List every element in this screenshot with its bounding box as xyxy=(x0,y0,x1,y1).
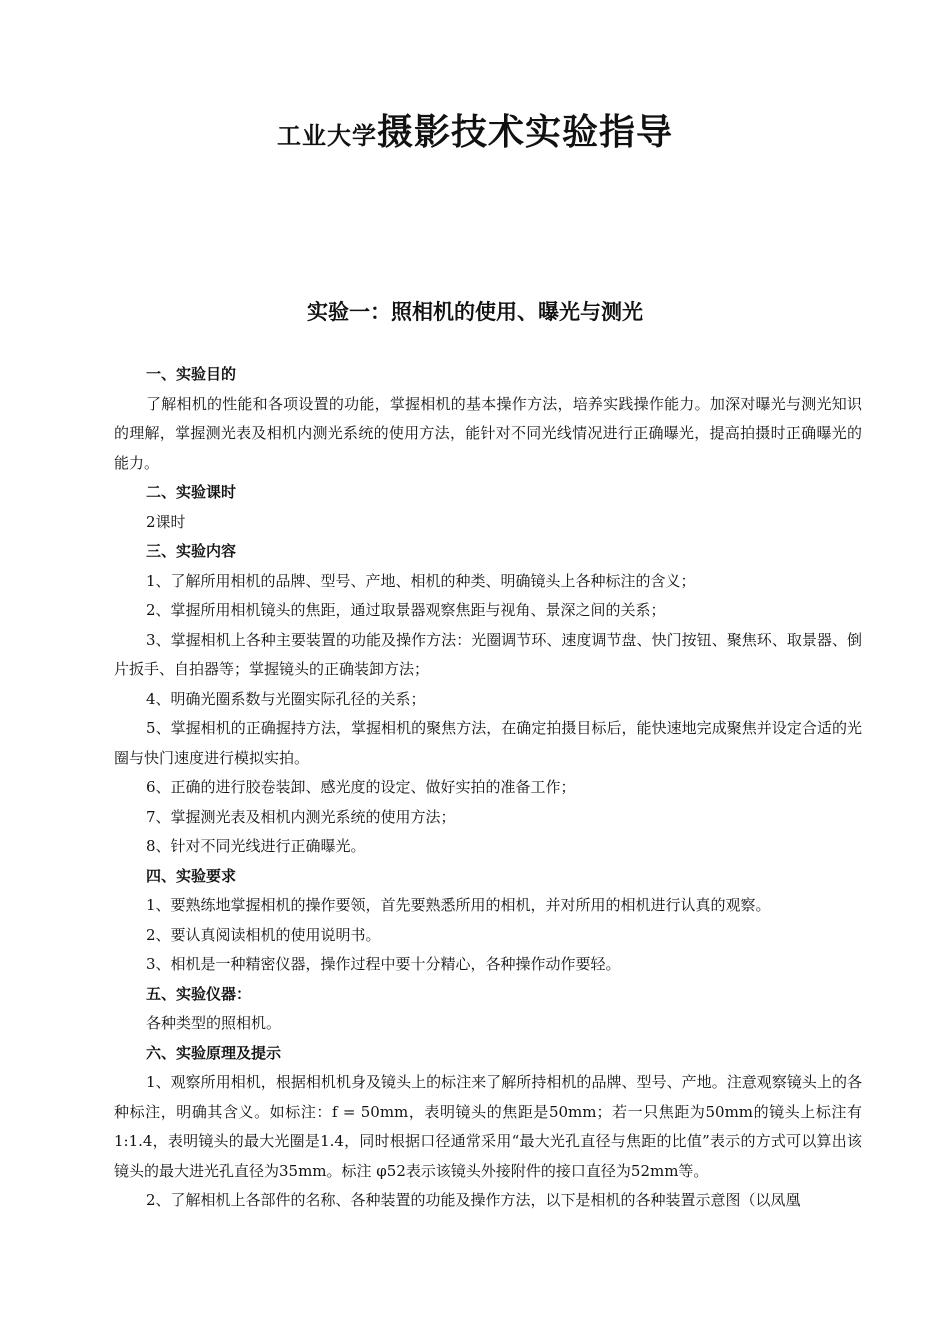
paragraph-purpose: 了解相机的性能和各项设置的功能，掌握相机的基本操作方法，培养实践操作能力。加深对曝光与测光知识的理解，掌握测光表及相机内测光系统的使用方法，能针对不同光线情况进行正确曝光，提高拍摄时正确曝光的能力。 xyxy=(114,394,862,472)
list-item: 3、掌握相机上各种主要装置的功能及操作方法：光圈调节环、速度调节盘、快门按钮、聚焦环、取景器、倒片扳手、自拍器等；掌握镜头的正确装卸方法； xyxy=(114,630,862,678)
list-item: 2、要认真阅读相机的使用说明书。 xyxy=(146,925,381,944)
paragraph-hours: 2课时 xyxy=(146,512,186,531)
section-heading-purpose: 一、实验目的 xyxy=(146,365,237,383)
section-heading-instruments: 五、实验仪器： xyxy=(146,984,252,1003)
section-heading-requirements: 四、实验要求 xyxy=(146,866,237,885)
list-item: 4、明确光圈系数与光圈实际孔径的关系； xyxy=(146,689,426,708)
section-heading-hours: 二、实验课时 xyxy=(146,483,237,501)
list-item: 1、观察所用相机，根据相机机身及镜头上的标注来了解所持相机的品牌、型号、产地。注意观察镜头上的各种标注，明确其含义。如标注：f = 50mm，表明镜头的焦距是50mm；若一只焦距为50mm的镜头上标注有1:1.4，表明镜头的最大光圈是1.4，同时根据口径通常采用“最大光孔直径与焦距的比值”表示的方式可以算出该镜头的最大进光孔直径为35mm。标注 φ52表示该镜头外接附件的接口直径为52mm等。 xyxy=(114,1073,862,1180)
document-body xyxy=(114,360,862,1216)
list-item: 7、掌握测光表及相机内测光系统的使用方法； xyxy=(146,807,456,826)
list-item: 2、了解相机上各部件的名称、各种装置的功能及操作方法，以下是相机的各种装置示意图（以凤凰 xyxy=(146,1191,801,1209)
section-heading-principles: 六、实验原理及提示 xyxy=(146,1043,282,1062)
list-item: 8、针对不同光线进行正确曝光。 xyxy=(146,837,366,855)
document-title xyxy=(0,104,950,155)
title-university: 工业大学 xyxy=(276,122,377,150)
experiment-title: 实验一：照相机的使用、曝光与测光 xyxy=(307,300,643,324)
list-item: 2、掌握所用相机镜头的焦距，通过取景器观察焦距与视角、景深之间的关系； xyxy=(146,601,666,619)
list-item: 1、要熟练地掌握相机的操作要领，首先要熟悉所用的相机，并对所用的相机进行认真的观察。 xyxy=(146,896,771,914)
title-main: 摄影技术实验指导 xyxy=(376,112,673,153)
paragraph-instruments: 各种类型的照相机。 xyxy=(146,1014,282,1032)
list-item: 6、正确的进行胶卷装卸、感光度的设定、做好实拍的准备工作； xyxy=(146,778,576,796)
list-item: 1、了解所用相机的品牌、型号、产地、相机的种类、明确镜头上各种标注的含义； xyxy=(146,571,696,590)
list-item: 3、相机是一种精密仪器，操作过程中要十分精心，各种操作动作要轻。 xyxy=(146,955,621,973)
list-item: 5、掌握相机的正确握持方法，掌握相机的聚焦方法，在确定拍摄目标后，能快速地完成聚焦并设定合适的光圈与快门速度进行模拟实拍。 xyxy=(114,719,862,767)
section-heading-content: 三、实验内容 xyxy=(146,542,237,560)
